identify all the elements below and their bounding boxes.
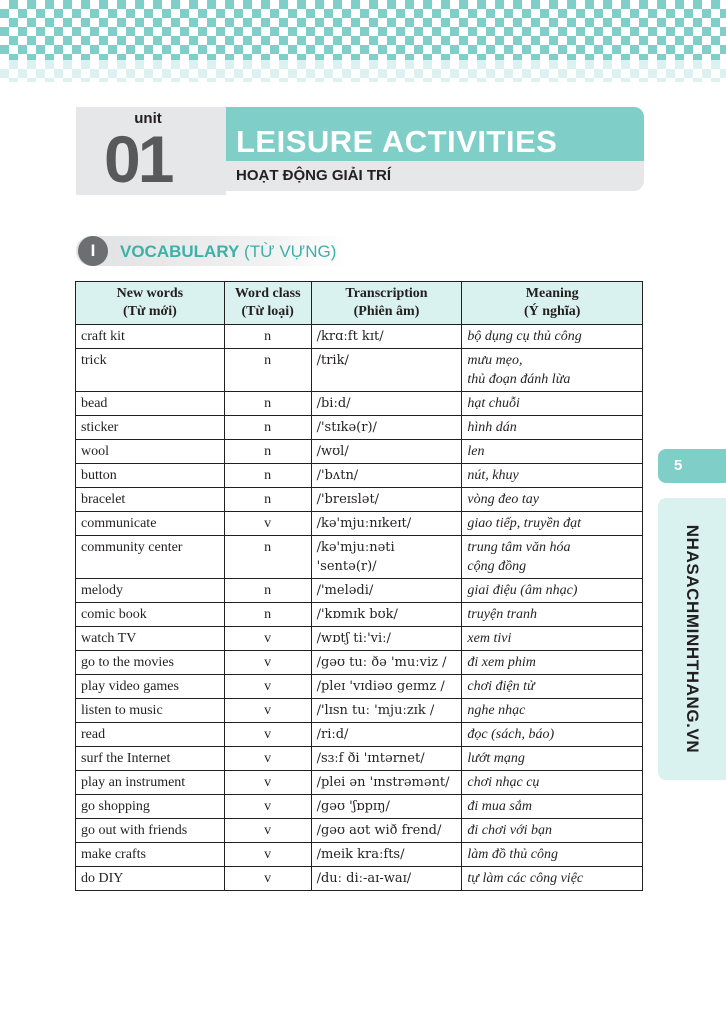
section-heading-vi: (TỪ VỰNG): [239, 242, 337, 261]
transcription-cell: /kə'mjuːnəti 'sentə(r)/: [311, 536, 462, 579]
meaning-cell: hạt chuỗi: [462, 392, 643, 416]
transcription-cell: /riːd/: [311, 723, 462, 747]
transcription-cell: /gəʊ tuː ðə 'muːviz /: [311, 651, 462, 675]
word-class-cell: n: [224, 440, 311, 464]
table-row: [76, 603, 643, 627]
meaning-cell: làm đồ thủ công: [462, 843, 643, 867]
word-cell: go out with friends: [76, 819, 225, 843]
word-cell: make crafts: [76, 843, 225, 867]
table-row: [76, 771, 643, 795]
transcription-cell: /'melədi/: [311, 579, 462, 603]
word-class-cell: v: [224, 627, 311, 651]
meaning-cell: lướt mạng: [462, 747, 643, 771]
meaning-cell: giai điệu (âm nhạc): [462, 579, 643, 603]
vocabulary-table: [75, 281, 643, 891]
word-class-cell: n: [224, 579, 311, 603]
word-cell: listen to music: [76, 699, 225, 723]
table-row: [76, 512, 643, 536]
meaning-cell: nghe nhạc: [462, 699, 643, 723]
table-row: [76, 464, 643, 488]
table-row: [76, 699, 643, 723]
table-row: [76, 675, 643, 699]
word-cell: read: [76, 723, 225, 747]
word-class-cell: n: [224, 325, 311, 349]
word-cell: sticker: [76, 416, 225, 440]
transcription-cell: /'bʌtn/: [311, 464, 462, 488]
table-row: [76, 536, 643, 579]
meaning-cell: đi xem phim: [462, 651, 643, 675]
table-row: [76, 795, 643, 819]
section-heading-en: VOCABULARY: [120, 242, 240, 261]
meaning-cell: hình dán: [462, 416, 643, 440]
word-cell: surf the Internet: [76, 747, 225, 771]
transcription-cell: /plei ən 'ɪnstrəmənt/: [311, 771, 462, 795]
transcription-cell: /krɑːft kɪt/: [311, 325, 462, 349]
table-row: [76, 416, 643, 440]
meaning-cell: len: [462, 440, 643, 464]
word-class-cell: v: [224, 723, 311, 747]
transcription-cell: /biːd/: [311, 392, 462, 416]
word-class-cell: n: [224, 603, 311, 627]
header-meaning: Meaning (Ý nghĩa): [462, 282, 643, 325]
table-row: [76, 325, 643, 349]
table-row: [76, 579, 643, 603]
word-class-cell: v: [224, 771, 311, 795]
transcription-cell: /'kɒmɪk bʊk/: [311, 603, 462, 627]
table-row: [76, 627, 643, 651]
word-cell: play video games: [76, 675, 225, 699]
word-class-cell: v: [224, 747, 311, 771]
transcription-cell: /'breɪslət/: [311, 488, 462, 512]
word-class-cell: v: [224, 512, 311, 536]
word-cell: trick: [76, 349, 225, 392]
transcription-cell: /wɒtʃ tiː'viː/: [311, 627, 462, 651]
word-class-cell: v: [224, 819, 311, 843]
word-cell: melody: [76, 579, 225, 603]
meaning-cell: truyện tranh: [462, 603, 643, 627]
page-number-tab: 5: [658, 449, 726, 483]
word-class-cell: v: [224, 699, 311, 723]
meaning-cell: chơi nhạc cụ: [462, 771, 643, 795]
table-row: [76, 723, 643, 747]
word-cell: wool: [76, 440, 225, 464]
word-cell: do DIY: [76, 867, 225, 891]
word-cell: play an instrument: [76, 771, 225, 795]
table-row: [76, 843, 643, 867]
table-row: [76, 747, 643, 771]
word-class-cell: v: [224, 843, 311, 867]
word-class-cell: n: [224, 349, 311, 392]
meaning-cell: mưu mẹo, thủ đoạn đánh lừa: [462, 349, 643, 392]
transcription-cell: /sɜːf ði 'ɪntərnet/: [311, 747, 462, 771]
section-heading: [120, 241, 336, 263]
transcription-cell: /'lɪsn tuː 'mjuːzɪk /: [311, 699, 462, 723]
header-transcription: Transcription (Phiên âm): [311, 282, 462, 325]
meaning-cell: giao tiếp, truyền đạt: [462, 512, 643, 536]
word-cell: comic book: [76, 603, 225, 627]
table-row: [76, 392, 643, 416]
word-cell: bead: [76, 392, 225, 416]
table-row: [76, 488, 643, 512]
top-diamond-pattern: [0, 0, 726, 60]
word-class-cell: n: [224, 488, 311, 512]
word-cell: craft kit: [76, 325, 225, 349]
transcription-cell: /duː diː-aɪ-waɪ/: [311, 867, 462, 891]
section-number-badge: I: [78, 236, 108, 266]
table-row: [76, 440, 643, 464]
table-row: [76, 651, 643, 675]
transcription-cell: /wʊl/: [311, 440, 462, 464]
transcription-cell: /meik kraːfts/: [311, 843, 462, 867]
side-brand-text: NHASACHMINHTHANG.VN: [683, 524, 702, 754]
table-row: [76, 867, 643, 891]
transcription-cell: /'stɪkə(r)/: [311, 416, 462, 440]
unit-title: LEISURE ACTIVITIES: [236, 124, 558, 159]
word-cell: watch TV: [76, 627, 225, 651]
unit-number: 01: [104, 122, 172, 196]
transcription-cell: /gəʊ aʊt wið frend/: [311, 819, 462, 843]
table-header-row: [76, 282, 643, 325]
word-class-cell: n: [224, 392, 311, 416]
meaning-cell: bộ dụng cụ thủ công: [462, 325, 643, 349]
unit-label: unit: [134, 110, 162, 127]
transcription-cell: /gəʊ 'ʃɒpɪŋ/: [311, 795, 462, 819]
transcription-cell: /pleɪ 'vɪdiəʊ geɪmz /: [311, 675, 462, 699]
word-cell: bracelet: [76, 488, 225, 512]
meaning-cell: nút, khuy: [462, 464, 643, 488]
meaning-cell: chơi điện tử: [462, 675, 643, 699]
top-diamond-pattern-light: [0, 60, 726, 82]
unit-subtitle: HOẠT ĐỘNG GIẢI TRÍ: [236, 167, 391, 184]
meaning-cell: đi chơi với bạn: [462, 819, 643, 843]
word-class-cell: v: [224, 651, 311, 675]
meaning-cell: tự làm các công việc: [462, 867, 643, 891]
table-row: [76, 819, 643, 843]
word-class-cell: v: [224, 675, 311, 699]
meaning-cell: xem tivi: [462, 627, 643, 651]
header-word-class: Word class (Từ loại): [224, 282, 311, 325]
word-class-cell: n: [224, 536, 311, 579]
transcription-cell: /kə'mjuːnɪkeɪt/: [311, 512, 462, 536]
word-class-cell: v: [224, 795, 311, 819]
word-class-cell: n: [224, 416, 311, 440]
meaning-cell: vòng đeo tay: [462, 488, 643, 512]
transcription-cell: /trik/: [311, 349, 462, 392]
meaning-cell: đọc (sách, báo): [462, 723, 643, 747]
header-new-words: New words (Từ mới): [76, 282, 225, 325]
word-cell: go shopping: [76, 795, 225, 819]
word-class-cell: n: [224, 464, 311, 488]
word-class-cell: v: [224, 867, 311, 891]
word-cell: communicate: [76, 512, 225, 536]
meaning-cell: trung tâm văn hóa cộng đồng: [462, 536, 643, 579]
word-cell: community center: [76, 536, 225, 579]
meaning-cell: đi mua sắm: [462, 795, 643, 819]
table-row: [76, 349, 643, 392]
word-cell: go to the movies: [76, 651, 225, 675]
word-cell: button: [76, 464, 225, 488]
